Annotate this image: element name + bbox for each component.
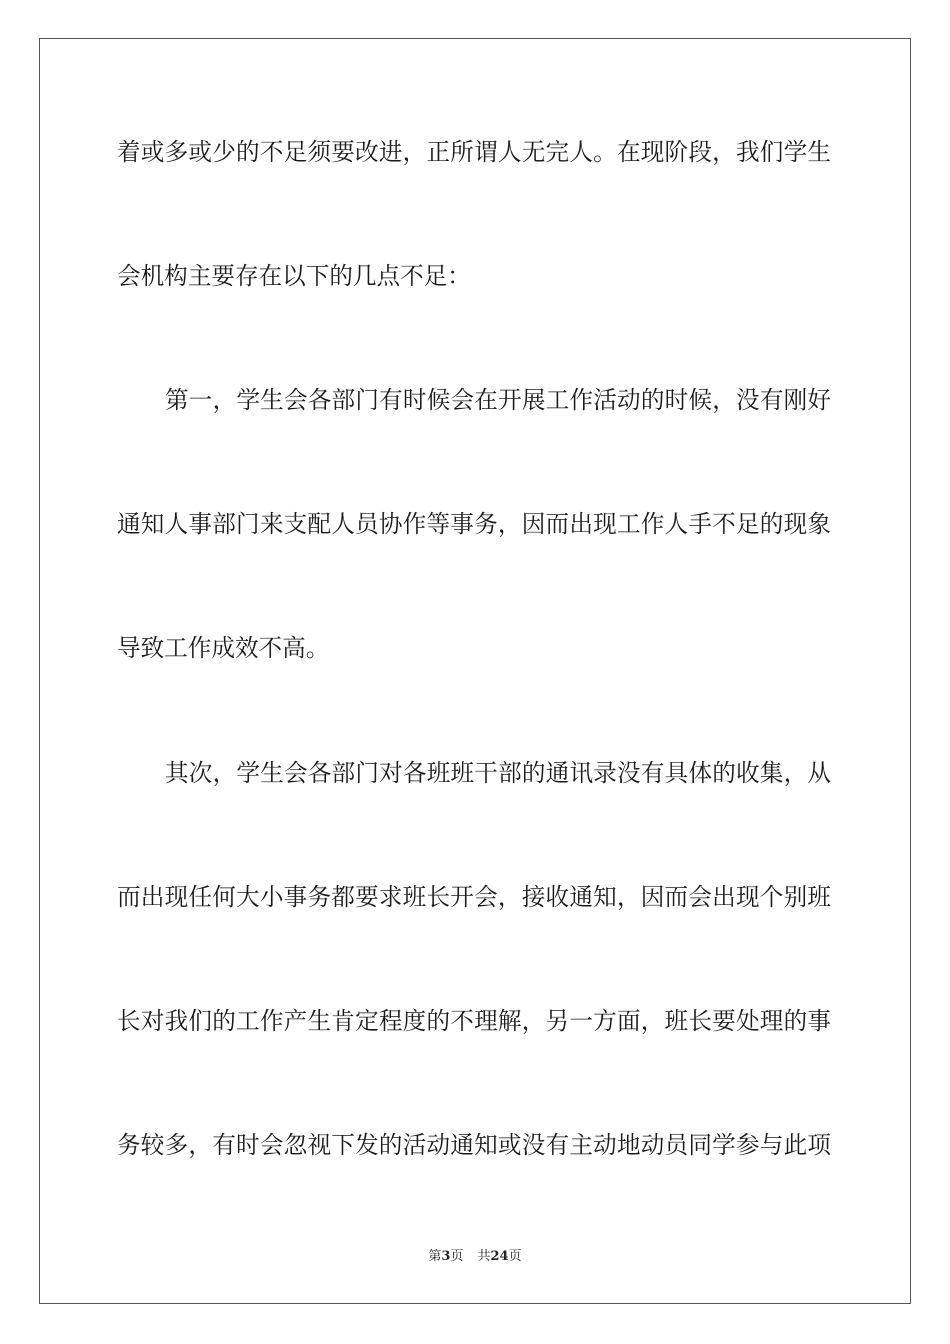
paragraph-first-line: 其次，学生会各部门对各班班干部的通讯录没有具体的收集，从 [165,759,831,787]
body-text-line: 而出现任何大小事务都要求班长开会，接收通知，因而会出现个别班 [117,883,831,911]
body-text-line: 导致工作成效不高。 [117,634,330,662]
page-number: 3 [441,1249,451,1264]
paragraph-first-line: 第一，学生会各部门有时候会在开展工作活动的时候，没有刚好 [165,386,831,414]
page-label-prefix: 第 [428,1249,442,1264]
total-label-suffix: 页 [508,1249,522,1264]
body-text-line: 通知人事部门来支配人员协作等事务，因而出现工作人手不足的现象 [117,510,831,538]
body-text-line: 务较多，有时会忽视下发的活动通知或没有主动地动员同学参与此项 [117,1131,831,1159]
body-text-line: 着或多或少的不足须要改进，正所谓人无完人。在现阶段，我们学生 [117,138,831,166]
total-label-prefix: 共 [477,1249,491,1264]
body-text-line: 长对我们的工作产生肯定程度的不理解，另一方面，班长要处理的事 [117,1007,831,1035]
page-label-suffix: 页 [450,1249,464,1264]
body-text-line: 会机构主要存在以下的几点不足： [117,262,471,290]
page-border [39,38,911,1304]
total-pages: 24 [490,1249,509,1264]
page-footer [0,1248,950,1266]
